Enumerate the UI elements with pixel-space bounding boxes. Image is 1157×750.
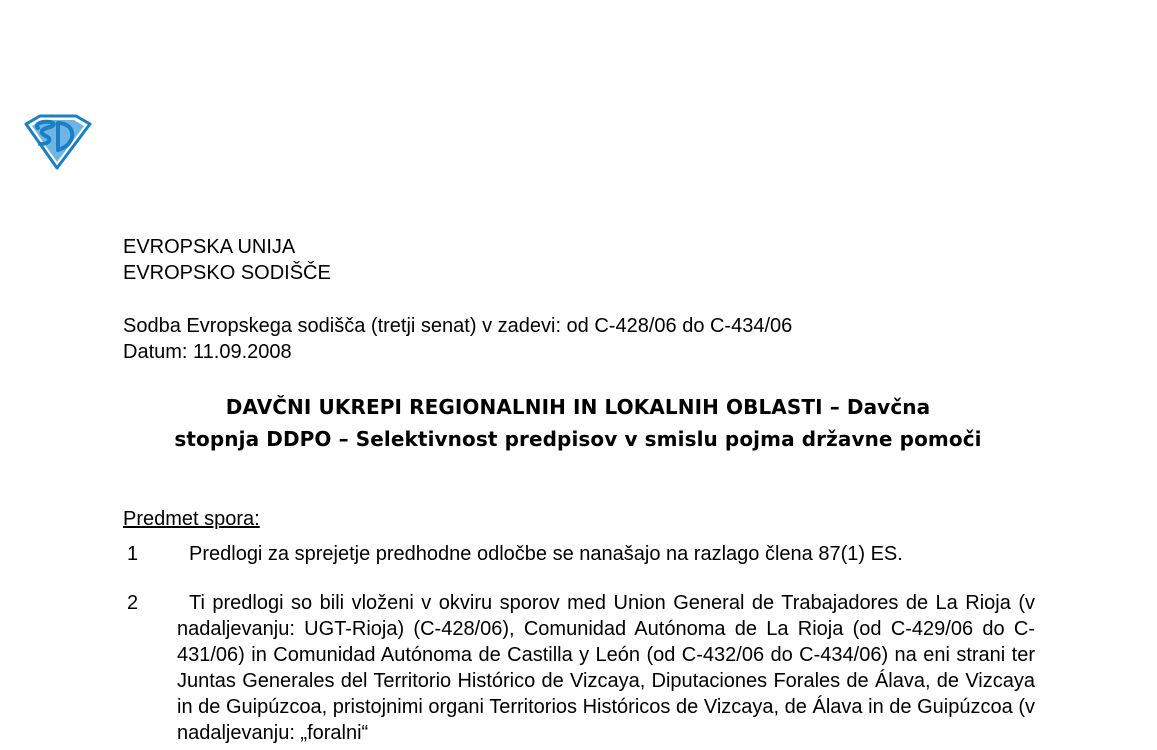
title-line-2: stopnja DDPO – Selektivnost predpisov v smislu pojma državne pomoči — [174, 427, 982, 451]
sd-diamond-logo-icon — [20, 114, 94, 172]
organization-header — [123, 234, 331, 286]
org-line-eu: EVROPSKA UNIJA — [123, 236, 296, 258]
paragraph-text: Ti predlogi so bili vloženi v okviru sporov med Union General de Trabajadores de La Rioja (v nadaljevanju: UGT-Rioja) (C-428/06), Comunidad Autónoma de La Rioja (od C-429/06 do C-431/06) in Comunidad Autónoma de Castilla y León (od C-432/06 do C-434/06) na eni strani ter Juntas Generales del Territorio Histórico de Vizcaya, Diputaciones Forales de Álava, de Vizcaya in de Guipúzcoa, pristojnimi organi Territorios Históricos de Vizcaya, de Álava in de Guipúzcoa (v nadaljevanju: „foralni“ — [177, 592, 1035, 744]
document-title — [110, 391, 1046, 455]
paragraph-number: 2 — [127, 592, 139, 614]
paragraph-text: Predlogi za sprejetje predhodne odločbe se nanašajo na razlago člena 87(1) ES. — [189, 543, 903, 565]
sd-logo-icon — [20, 114, 94, 172]
case-date: Datum: 11.09.2008 — [123, 341, 292, 363]
logo-text: SD — [57, 172, 59, 173]
title-line-1: DAVČNI UKREPI REGIONALNIH IN LOKALNIH OBLASTI – Davčna — [225, 395, 931, 419]
section-heading: Predmet spora: — [123, 508, 260, 530]
case-info — [123, 313, 792, 365]
case-judgment: Sodba Evropskega sodišča (tretji senat) v zadevi: od C-428/06 do C-434/06 — [123, 315, 793, 337]
paragraph-number: 1 — [127, 543, 139, 565]
org-line-court: EVROPSKO SODIŠČE — [123, 262, 331, 284]
paragraph — [123, 590, 1035, 750]
